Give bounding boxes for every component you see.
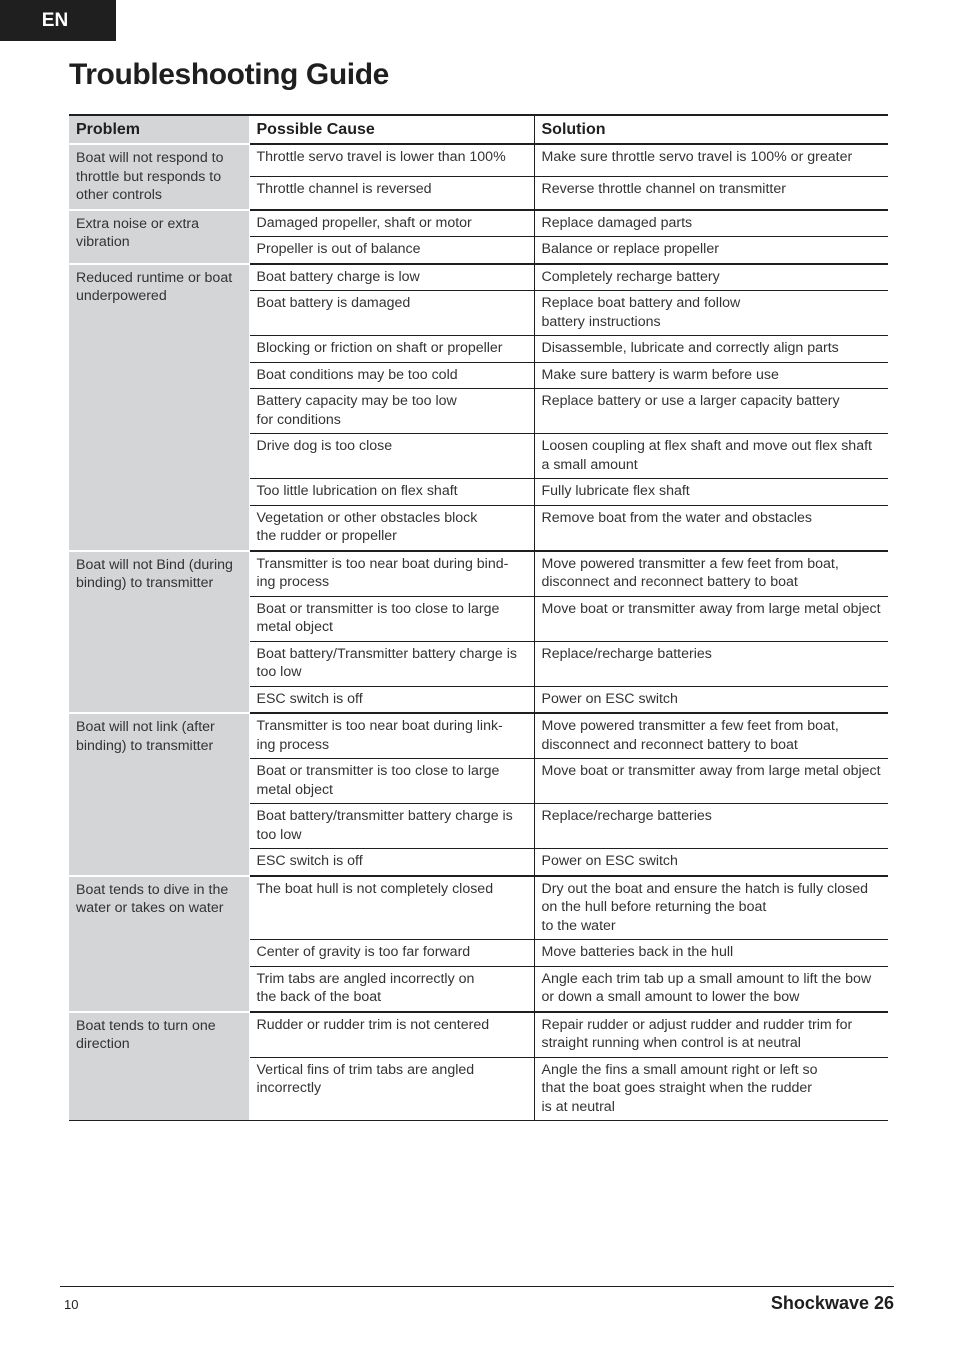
solution-cell: Move boat or transmitter away from large metal object xyxy=(534,596,888,641)
cause-cell: ESC switch is off xyxy=(249,849,534,876)
solution-cell: Make sure throttle servo travel is 100% or greater xyxy=(534,144,888,177)
header-possible-cause: Possible Cause xyxy=(249,115,534,144)
table-row xyxy=(69,876,888,940)
solution-cell: Power on ESC switch xyxy=(534,849,888,876)
solution-cell: Balance or replace propeller xyxy=(534,237,888,264)
solution-cell: Dry out the boat and ensure the hatch is fully closed on the hull before returning the boat to the water xyxy=(534,876,888,940)
cause-cell: Too little lubrication on flex shaft xyxy=(249,479,534,506)
solution-cell: Repair rudder or adjust rudder and rudder trim for straight running when control is at neutral xyxy=(534,1012,888,1058)
table-row xyxy=(69,264,888,291)
solution-cell: Disassemble, lubricate and correctly align parts xyxy=(534,336,888,363)
table-row xyxy=(69,713,888,759)
cause-cell: Battery capacity may be too low for conditions xyxy=(249,389,534,434)
cause-cell: Throttle channel is reversed xyxy=(249,177,534,210)
problem-cell: Boat tends to turn one direction xyxy=(69,1012,249,1121)
language-tab: EN xyxy=(0,0,116,41)
troubleshooting-table xyxy=(69,114,888,1121)
product-name: Shockwave 26 xyxy=(770,1293,894,1313)
solution-cell: Angle each trim tab up a small amount to lift the bow or down a small amount to lower the bow xyxy=(534,966,888,1012)
cause-cell: Damaged propeller, shaft or motor xyxy=(249,210,534,237)
solution-cell: Move boat or transmitter away from large metal object xyxy=(534,759,888,804)
solution-cell: Loosen coupling at flex shaft and move out flex shaft a small amount xyxy=(534,434,888,479)
cause-cell: Vegetation or other obstacles block the rudder or propeller xyxy=(249,505,534,551)
solution-cell: Replace/recharge batteries xyxy=(534,641,888,686)
cause-cell: Drive dog is too close xyxy=(249,434,534,479)
cause-cell: Center of gravity is too far forward xyxy=(249,940,534,967)
solution-cell: Move powered transmitter a few feet from boat, disconnect and reconnect battery to boat xyxy=(534,551,888,597)
solution-cell: Replace boat battery and follow battery instructions xyxy=(534,291,888,336)
solution-cell: Replace battery or use a larger capacity battery xyxy=(534,389,888,434)
problem-cell: Boat will not respond to throttle but responds to other controls xyxy=(69,144,249,210)
problem-cell: Boat will not link (after binding) to transmitter xyxy=(69,713,249,876)
table-row xyxy=(69,551,888,597)
solution-cell: Power on ESC switch xyxy=(534,686,888,713)
solution-cell: Fully lubricate flex shaft xyxy=(534,479,888,506)
table-header-row xyxy=(69,115,888,144)
cause-cell: Rudder or rudder trim is not centered xyxy=(249,1012,534,1058)
solution-cell: Replace/recharge batteries xyxy=(534,804,888,849)
cause-cell: Transmitter is too near boat during bind- ing process xyxy=(249,551,534,597)
problem-cell: Reduced runtime or boat underpowered xyxy=(69,264,249,551)
solution-cell: Move powered transmitter a few feet from boat, disconnect and reconnect battery to boat xyxy=(534,713,888,759)
solution-cell: Reverse throttle channel on transmitter xyxy=(534,177,888,210)
solution-cell: Replace damaged parts xyxy=(534,210,888,237)
problem-cell: Boat tends to dive in the water or takes on water xyxy=(69,876,249,1012)
cause-cell: Boat or transmitter is too close to large metal object xyxy=(249,596,534,641)
header-problem: Problem xyxy=(69,115,249,144)
footer-rule xyxy=(60,1286,894,1287)
solution-cell: Remove boat from the water and obstacles xyxy=(534,505,888,551)
table-row xyxy=(69,210,888,237)
cause-cell: ESC switch is off xyxy=(249,686,534,713)
solution-cell: Completely recharge battery xyxy=(534,264,888,291)
cause-cell: Throttle servo travel is lower than 100% xyxy=(249,144,534,177)
cause-cell: Transmitter is too near boat during link- ing process xyxy=(249,713,534,759)
problem-cell: Extra noise or extra vibration xyxy=(69,210,249,264)
page-title: Troubleshooting Guide xyxy=(69,58,389,91)
page-number: 10 xyxy=(64,1297,79,1312)
cause-cell: Boat battery charge is low xyxy=(249,264,534,291)
table-body xyxy=(69,144,888,1121)
table-row xyxy=(69,144,888,177)
header-solution: Solution xyxy=(534,115,888,144)
cause-cell: Boat battery/transmitter battery charge is too low xyxy=(249,804,534,849)
cause-cell: Boat conditions may be too cold xyxy=(249,362,534,389)
cause-cell: Boat battery is damaged xyxy=(249,291,534,336)
table-row xyxy=(69,1012,888,1058)
problem-cell: Boat will not Bind (during binding) to transmitter xyxy=(69,551,249,714)
solution-cell: Make sure battery is warm before use xyxy=(534,362,888,389)
solution-cell: Move batteries back in the hull xyxy=(534,940,888,967)
cause-cell: Propeller is out of balance xyxy=(249,237,534,264)
cause-cell: Blocking or friction on shaft or propeller xyxy=(249,336,534,363)
solution-cell: Angle the fins a small amount right or left so that the boat goes straight when the rudder is at neutral xyxy=(534,1057,888,1121)
cause-cell: Boat or transmitter is too close to large metal object xyxy=(249,759,534,804)
cause-cell: Trim tabs are angled incorrectly on the back of the boat xyxy=(249,966,534,1012)
cause-cell: Vertical fins of trim tabs are angled incorrectly xyxy=(249,1057,534,1121)
cause-cell: The boat hull is not completely closed xyxy=(249,876,534,940)
cause-cell: Boat battery/Transmitter battery charge is too low xyxy=(249,641,534,686)
